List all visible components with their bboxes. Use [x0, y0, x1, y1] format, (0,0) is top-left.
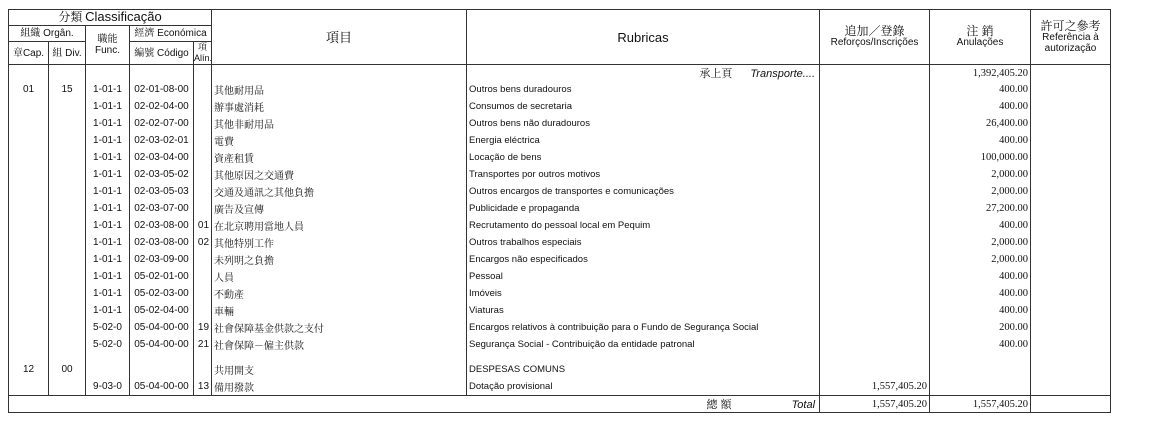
economic-code-cell: 02-03-05-03 — [130, 183, 194, 200]
economic-code-cell — [130, 361, 194, 378]
economic-code-cell: 02-03-07-00 — [130, 200, 194, 217]
rubric-pt-cell: Encargos não especificados — [467, 251, 820, 268]
item-zh-header: 項目 — [212, 10, 467, 65]
economic-code-cell: 05-04-00-00 — [130, 378, 194, 396]
division-cell — [49, 302, 86, 319]
reinforcement-cell — [820, 336, 930, 353]
rubric-pt-cell: Viaturas — [467, 302, 820, 319]
alinea-cell — [194, 200, 212, 217]
item-zh-cell: 辦事處消耗 — [212, 98, 467, 115]
division-cell — [49, 319, 86, 336]
table-row — [9, 251, 1141, 268]
alinea-cell — [194, 149, 212, 166]
item-zh-cell: 其他非耐用品 — [212, 115, 467, 132]
rubric-pt-cell: Segurança Social - Contribuição da entidade patronal — [467, 336, 820, 353]
division-cell: 00 — [49, 361, 86, 378]
functional-code-cell: 1-01-1 — [86, 98, 130, 115]
chapter-cell: 01 — [9, 81, 49, 98]
functional-code-cell: 1-01-1 — [86, 115, 130, 132]
item-zh-cell: 社會保障－僱主供款 — [212, 336, 467, 353]
division-cell — [49, 166, 86, 183]
functional-code-cell: 1-01-1 — [86, 251, 130, 268]
economic-code-cell: 05-02-01-00 — [130, 268, 194, 285]
functional-code-cell: 1-01-1 — [86, 217, 130, 234]
rubric-pt-cell: Energia eléctrica — [467, 132, 820, 149]
chapter-cell — [9, 302, 49, 319]
rubric-pt-cell: Imóveis — [467, 285, 820, 302]
economic-code-cell: 02-03-05-02 — [130, 166, 194, 183]
alinea-cell: 01 — [194, 217, 212, 234]
reference-cell — [1031, 336, 1111, 353]
item-zh-cell: 電費 — [212, 132, 467, 149]
total-cancellations: 1,557,405.20 — [930, 396, 1031, 413]
reference-cell — [1031, 217, 1111, 234]
division-header: 組 Div. — [49, 42, 86, 65]
reference-cell — [1031, 183, 1111, 200]
table-row — [9, 183, 1141, 200]
alinea-cell — [194, 268, 212, 285]
item-zh-cell: 交通及通訊之其他負擔 — [212, 183, 467, 200]
rubric-pt-cell: Outros encargos de transportes e comunicações — [467, 183, 820, 200]
rubric-pt-cell: Recrutamento do pessoal local em Pequim — [467, 217, 820, 234]
reinforcement-cell — [820, 98, 930, 115]
reference-cell — [1031, 302, 1111, 319]
rubric-pt-cell: Transportes por outros motivos — [467, 166, 820, 183]
table-body — [9, 65, 1141, 396]
economic-code-cell: 05-02-03-00 — [130, 285, 194, 302]
alinea-cell: 02 — [194, 234, 212, 251]
cancellation-cell: 2,000.00 — [930, 183, 1031, 200]
reinforcements-header: 追加／登錄 Reforços/Inscrições — [820, 10, 930, 65]
cancellation-cell: 100,000.00 — [930, 149, 1031, 166]
division-cell — [49, 336, 86, 353]
division-cell — [49, 98, 86, 115]
reinforcement-cell — [820, 149, 930, 166]
functional-code-cell: 1-01-1 — [86, 285, 130, 302]
division-cell — [49, 149, 86, 166]
reinforcement-cell — [820, 217, 930, 234]
table-row — [9, 378, 1141, 396]
reference-cell — [1031, 200, 1111, 217]
reinforcement-cell — [820, 115, 930, 132]
functional-code-cell: 1-01-1 — [86, 166, 130, 183]
cancellation-cell: 200.00 — [930, 319, 1031, 336]
reinforcement-cell — [820, 183, 930, 200]
item-zh-cell: 人員 — [212, 268, 467, 285]
division-cell — [49, 234, 86, 251]
economic-code-cell: 02-03-02-01 — [130, 132, 194, 149]
organic-header: 組織 Orgân. — [9, 26, 86, 42]
cancellation-cell: 400.00 — [930, 81, 1031, 98]
alinea-cell — [194, 81, 212, 98]
classification-header: 分類 Classificação — [9, 10, 212, 26]
cancellation-cell — [930, 378, 1031, 396]
total-label: 總 額 Total — [467, 396, 820, 413]
functional-code-cell: 1-01-1 — [86, 302, 130, 319]
functional-code-cell: 1-01-1 — [86, 268, 130, 285]
item-zh-cell: 車輛 — [212, 302, 467, 319]
alinea-cell — [194, 285, 212, 302]
item-zh-cell: 廣告及宣傳 — [212, 200, 467, 217]
division-cell — [49, 217, 86, 234]
reinforcement-cell — [820, 234, 930, 251]
chapter-cell — [9, 285, 49, 302]
rubric-pt-cell: Pessoal — [467, 268, 820, 285]
chapter-cell — [9, 319, 49, 336]
chapter-cell — [9, 336, 49, 353]
reinforcement-cell — [820, 251, 930, 268]
alinea-cell: 13 — [194, 378, 212, 396]
alinea-cell — [194, 166, 212, 183]
transport-cancellation: 1,392,405.20 — [930, 65, 1031, 82]
total-reinforcements: 1,557,405.20 — [820, 396, 930, 413]
alinea-cell: 19 — [194, 319, 212, 336]
reference-cell — [1031, 378, 1111, 396]
rubric-pt-cell: Outros bens não duradouros — [467, 115, 820, 132]
functional-code-cell: 1-01-1 — [86, 183, 130, 200]
economic-code-cell: 05-04-00-00 — [130, 336, 194, 353]
alinea-cell — [194, 251, 212, 268]
item-zh-cell: 未列明之負擔 — [212, 251, 467, 268]
transport-label: 承上頁 Transporte.... — [467, 65, 820, 82]
reference-cell — [1031, 268, 1111, 285]
item-zh-cell: 在北京聘用當地人員 — [212, 217, 467, 234]
table-row — [9, 336, 1141, 353]
rubric-pt-cell: Consumos de secretaria — [467, 98, 820, 115]
cancellation-cell: 400.00 — [930, 285, 1031, 302]
alinea-cell — [194, 183, 212, 200]
cancellation-cell: 2,000.00 — [930, 234, 1031, 251]
chapter-cell — [9, 132, 49, 149]
table-row — [9, 200, 1141, 217]
chapter-cell — [9, 378, 49, 396]
chapter-cell — [9, 217, 49, 234]
chapter-cell — [9, 268, 49, 285]
reinforcement-cell — [820, 361, 930, 378]
functional-code-cell: 1-01-1 — [86, 149, 130, 166]
alinea-cell — [194, 115, 212, 132]
item-zh-cell: 備用撥款 — [212, 378, 467, 396]
table-row — [9, 115, 1141, 132]
code-header: 編號 Código — [130, 42, 194, 65]
reinforcement-cell — [820, 285, 930, 302]
reference-header: 許可之參考 Referência à autorização — [1031, 10, 1111, 65]
alinea-cell — [194, 132, 212, 149]
economic-code-cell: 05-04-00-00 — [130, 319, 194, 336]
cancellation-cell — [930, 361, 1031, 378]
reference-cell — [1031, 81, 1111, 98]
chapter-cell — [9, 200, 49, 217]
transport-row — [9, 65, 1141, 82]
alinea-cell: 21 — [194, 336, 212, 353]
rubric-pt-cell: Locação de bens — [467, 149, 820, 166]
rubric-pt-cell: DESPESAS COMUNS — [467, 361, 820, 378]
cancellation-cell: 2,000.00 — [930, 166, 1031, 183]
functional-code-cell: 1-01-1 — [86, 234, 130, 251]
functional-header: 職能 Func. — [86, 26, 130, 65]
functional-code-cell: 1-01-1 — [86, 81, 130, 98]
item-zh-cell: 社會保障基金供款之支付 — [212, 319, 467, 336]
cancellation-cell: 26,400.00 — [930, 115, 1031, 132]
division-cell — [49, 200, 86, 217]
reinforcement-cell — [820, 200, 930, 217]
division-cell — [49, 183, 86, 200]
rubric-pt-cell: Publicidade e propaganda — [467, 200, 820, 217]
alinea-cell — [194, 302, 212, 319]
budget-table — [8, 9, 1141, 413]
cancellation-cell: 27,200.00 — [930, 200, 1031, 217]
table-row — [9, 319, 1141, 336]
table-row — [9, 234, 1141, 251]
division-cell: 15 — [49, 81, 86, 98]
spacer-header — [1111, 10, 1141, 65]
rubric-pt-cell: Encargos relativos à contribuição para o Fundo de Segurança Social — [467, 319, 820, 336]
reinforcement-cell — [820, 302, 930, 319]
item-zh-cell: 共用開支 — [212, 361, 467, 378]
economic-code-cell: 02-03-09-00 — [130, 251, 194, 268]
rubric-pt-cell: Outros trabalhos especiais — [467, 234, 820, 251]
economic-code-cell: 02-03-08-00 — [130, 217, 194, 234]
division-cell — [49, 251, 86, 268]
chapter-cell — [9, 251, 49, 268]
functional-code-cell — [86, 361, 130, 378]
functional-code-cell: 1-01-1 — [86, 200, 130, 217]
functional-code-cell: 1-01-1 — [86, 132, 130, 149]
reinforcement-cell — [820, 166, 930, 183]
division-cell — [49, 378, 86, 396]
division-cell — [49, 115, 86, 132]
reinforcement-cell: 1,557,405.20 — [820, 378, 930, 396]
reference-cell — [1031, 132, 1111, 149]
alinea-header: 項Alín. — [194, 42, 213, 63]
table-row — [9, 268, 1141, 285]
functional-code-cell: 5-02-0 — [86, 336, 130, 353]
table-row — [9, 166, 1141, 183]
rubric-pt-header: Rubricas — [467, 10, 820, 65]
cancellation-cell: 400.00 — [930, 302, 1031, 319]
table-footer — [9, 396, 1141, 413]
economic-code-cell: 02-01-08-00 — [130, 81, 194, 98]
chapter-cell — [9, 234, 49, 251]
functional-code-cell: 5-02-0 — [86, 319, 130, 336]
chapter-cell — [9, 149, 49, 166]
division-cell — [49, 268, 86, 285]
reference-cell — [1031, 251, 1111, 268]
reference-cell — [1031, 285, 1111, 302]
functional-code-cell: 9-03-0 — [86, 378, 130, 396]
table-row — [9, 132, 1141, 149]
reinforcement-cell — [820, 81, 930, 98]
economic-code-cell: 02-03-08-00 — [130, 234, 194, 251]
reference-cell — [1031, 234, 1111, 251]
cancellation-cell: 2,000.00 — [930, 251, 1031, 268]
rubric-pt-cell: Dotação provisional — [467, 378, 820, 396]
alinea-cell — [194, 98, 212, 115]
item-zh-cell: 不動產 — [212, 285, 467, 302]
cancellation-cell: 400.00 — [930, 336, 1031, 353]
table-row — [9, 285, 1141, 302]
chapter-cell — [9, 166, 49, 183]
reinforcement-cell — [820, 268, 930, 285]
cancellation-cell: 400.00 — [930, 98, 1031, 115]
table-row — [9, 98, 1141, 115]
table-row — [9, 361, 1141, 378]
table-header — [9, 10, 1141, 65]
reinforcement-cell — [820, 132, 930, 149]
reinforcement-cell — [820, 319, 930, 336]
reference-cell — [1031, 149, 1111, 166]
economic-code-cell: 02-02-04-00 — [130, 98, 194, 115]
chapter-cell: 12 — [9, 361, 49, 378]
table-row — [9, 217, 1141, 234]
item-zh-cell: 其他耐用品 — [212, 81, 467, 98]
table-row — [9, 81, 1141, 98]
chapter-cell — [9, 183, 49, 200]
economic-code-cell: 05-02-04-00 — [130, 302, 194, 319]
reference-cell — [1031, 166, 1111, 183]
alinea-cell — [194, 361, 212, 378]
economic-code-cell: 02-03-04-00 — [130, 149, 194, 166]
cancellation-cell: 400.00 — [930, 268, 1031, 285]
reference-cell — [1031, 361, 1111, 378]
table-row — [9, 302, 1141, 319]
item-zh-cell: 其他特別工作 — [212, 234, 467, 251]
reference-cell — [1031, 319, 1111, 336]
item-zh-cell: 其他原因之交通費 — [212, 166, 467, 183]
chapter-header: 章Cap. — [9, 42, 49, 65]
division-cell — [49, 285, 86, 302]
total-row — [9, 396, 1141, 413]
reference-cell — [1031, 98, 1111, 115]
chapter-cell — [9, 115, 49, 132]
chapter-cell — [9, 98, 49, 115]
division-cell — [49, 132, 86, 149]
economic-code-cell: 02-02-07-00 — [130, 115, 194, 132]
rubric-pt-cell: Outros bens duradouros — [467, 81, 820, 98]
table-row — [9, 149, 1141, 166]
cancellation-cell: 400.00 — [930, 217, 1031, 234]
cancellations-header: 注 銷 Anulações — [930, 10, 1031, 65]
reference-cell — [1031, 115, 1111, 132]
item-zh-cell: 資產租賃 — [212, 149, 467, 166]
economic-header: 經濟 Económica — [130, 26, 212, 42]
cancellation-cell: 400.00 — [930, 132, 1031, 149]
